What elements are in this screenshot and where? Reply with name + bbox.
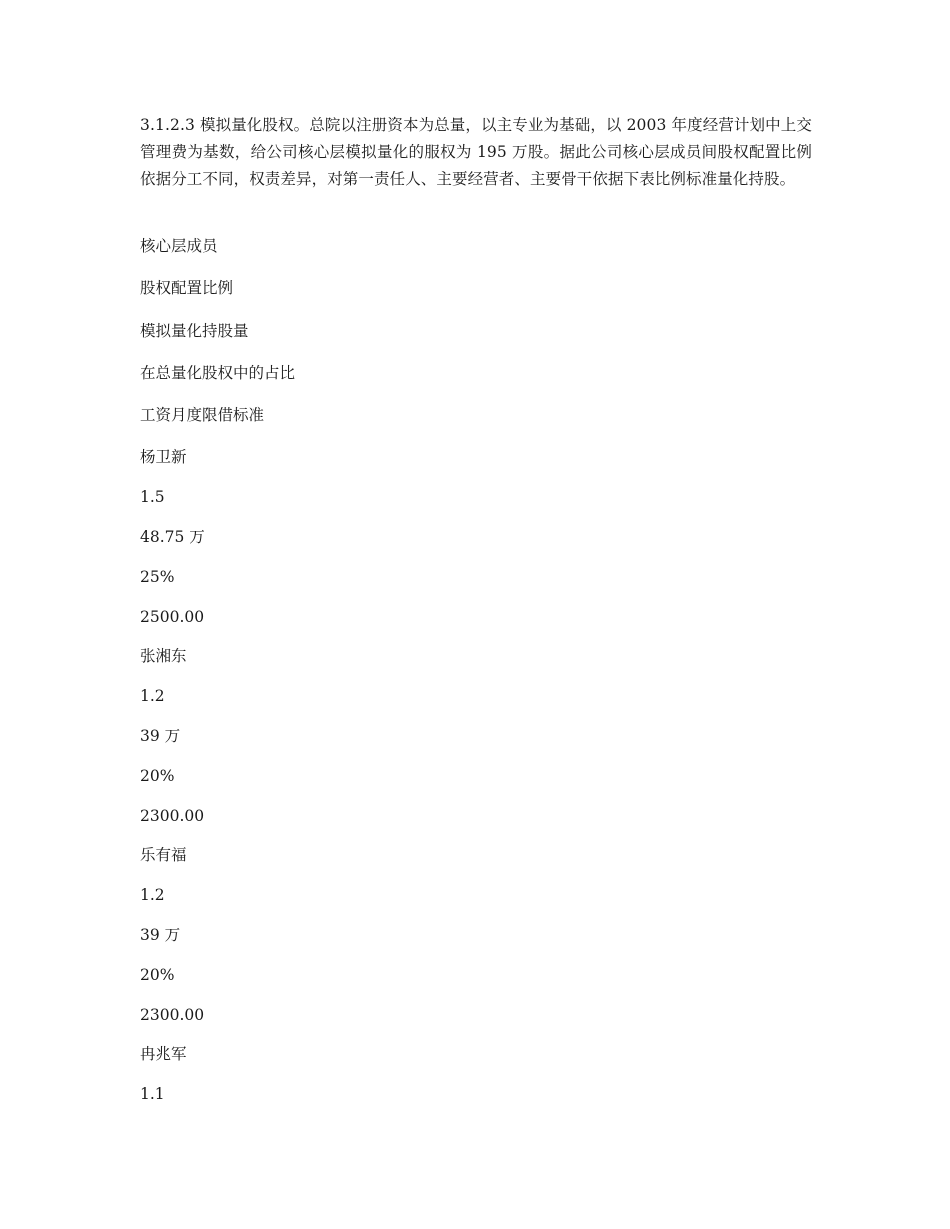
row-shares: 39 万: [140, 926, 181, 945]
row-ratio: 1.2: [140, 687, 165, 706]
header-simulated-shares: 模拟量化持股量: [140, 321, 249, 340]
intro-paragraph: 3.1.2.3 模拟量化股权。总院以注册资本为总量，以主专业为基础，以 2003 年度经营计划中上交管理费为基数，给公司核心层模拟量化的服权为 195 万股。据此公司核心层成员间股权配置比例依据分工不同，权责差异，对第一责任人、主要经营者、主要骨干依据下表比例标准量化持股。: [140, 116, 812, 188]
row-ratio: 1.1: [140, 1085, 165, 1104]
header-equity-ratio: 股权配置比例: [140, 279, 234, 298]
row-name: 乐有福: [140, 846, 187, 865]
row-name: 杨卫新: [140, 448, 187, 467]
row-share-pct: 20%: [140, 965, 175, 984]
row-salary-limit: 2500.00: [140, 607, 205, 626]
row-share-pct: 20%: [140, 766, 175, 785]
row-ratio: 1.5: [140, 488, 165, 507]
row-salary-limit: 2300.00: [140, 806, 205, 825]
table-as-lines: [140, 233, 800, 1121]
header-salary-limit: 工资月度限借标准: [140, 406, 265, 425]
header-share-percentage: 在总量化股权中的占比: [140, 363, 296, 382]
row-ratio: 1.2: [140, 886, 165, 905]
header-core-member: 核心层成员: [140, 237, 218, 255]
row-share-pct: 25%: [140, 567, 175, 586]
row-shares: 48.75 万: [140, 528, 205, 547]
row-salary-limit: 2300.00: [140, 1005, 205, 1024]
row-name: 张湘东: [140, 647, 187, 666]
row-shares: 39 万: [140, 727, 181, 746]
row-name: 冉兆军: [140, 1045, 187, 1064]
